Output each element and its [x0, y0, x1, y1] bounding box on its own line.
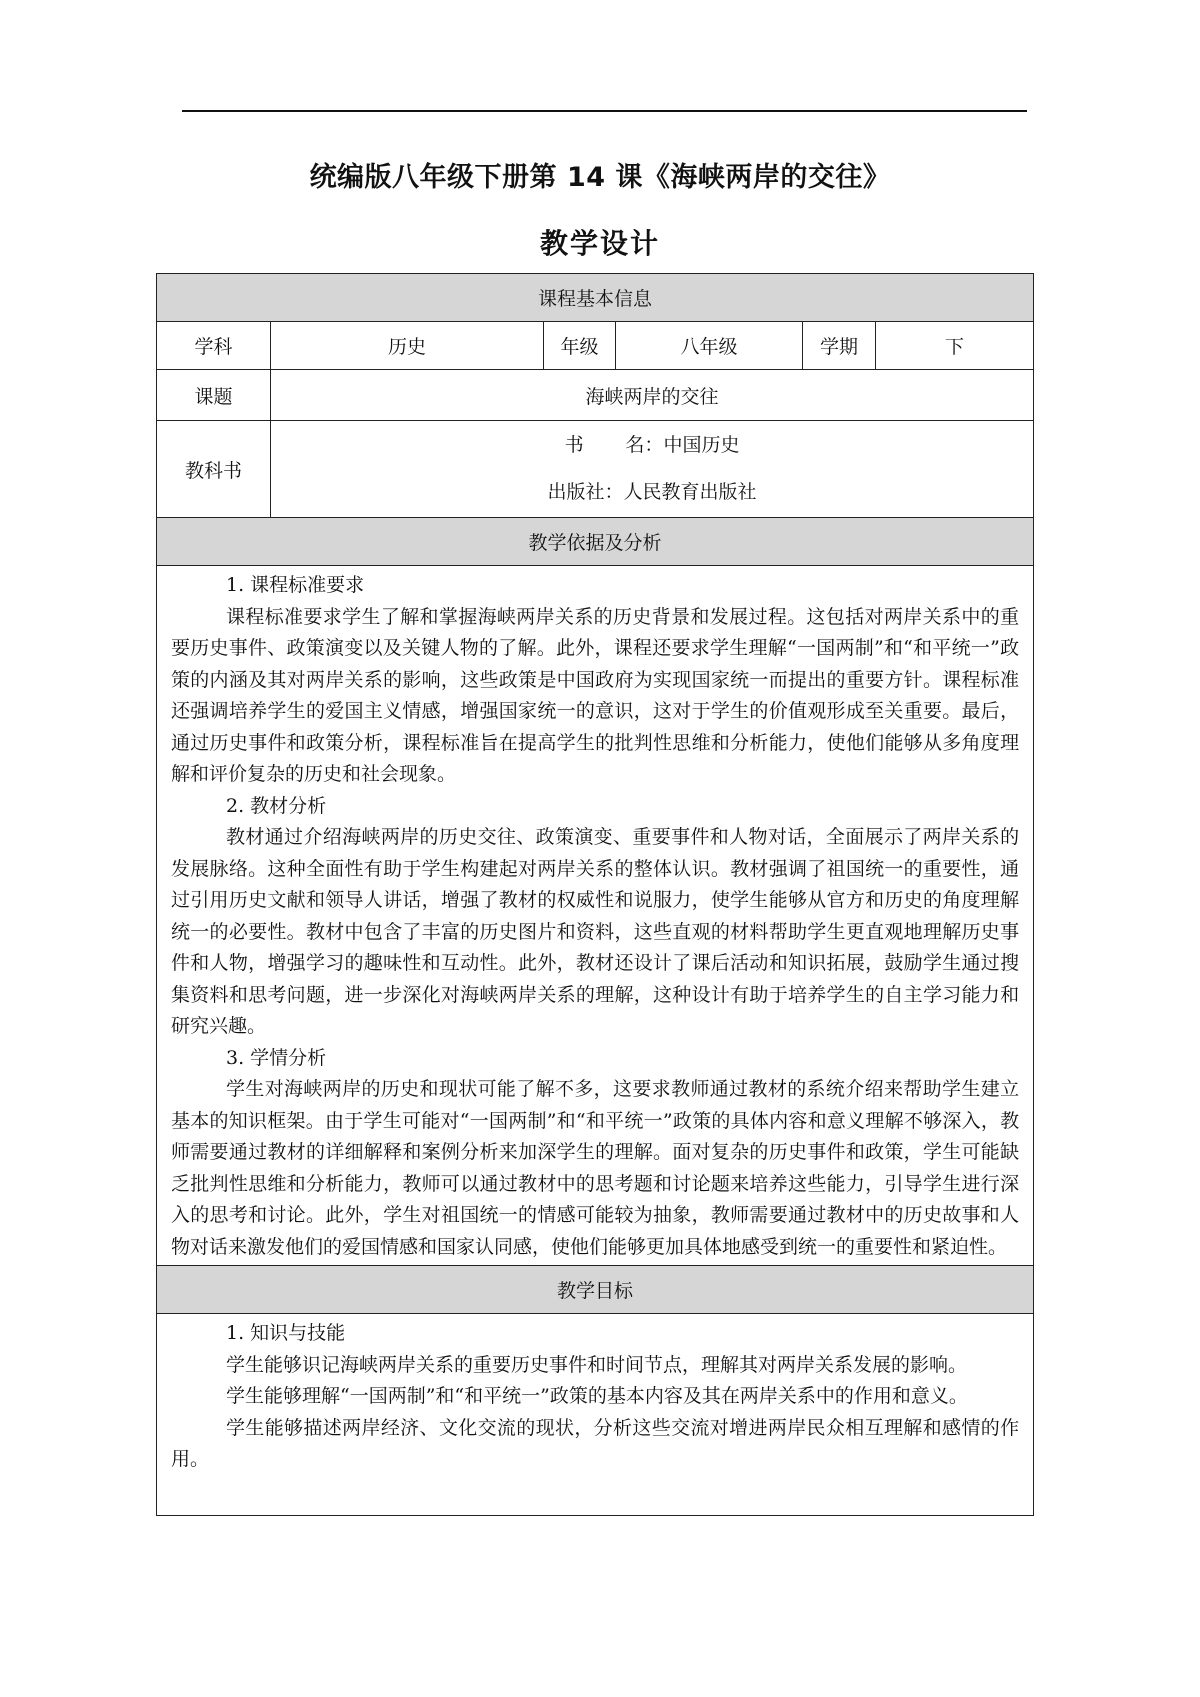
- topic-value: 海峡两岸的交往: [271, 370, 1034, 421]
- section-title: 课程基本信息: [157, 274, 1034, 322]
- goal-paragraph: 学生能够描述两岸经济、文化交流的现状，分析这些交流对增进两岸民众相互理解和感情的作用。: [171, 1416, 1020, 1470]
- topic-row: [157, 370, 1034, 421]
- subject-label: 学科: [157, 322, 271, 370]
- goal-heading: 1. 知识与技能: [226, 1322, 346, 1344]
- grade-label: 年级: [544, 322, 616, 370]
- goals-row: [157, 1314, 1034, 1516]
- term-value: 下: [876, 322, 1034, 370]
- item-paragraph: 学生对海峡两岸的历史和现状可能了解不多，这要求教师通过教材的系统介绍来帮助学生建立基本的知识框架。由于学生可能对“一国两制”和“和平统一”政策的具体内容和意义理解不够深入，教师需要通过教材的详细解释和案例分析来加深学生的理解。面对复杂的历史事件和政策，学生可能缺乏批判性思维和分析能力，教师可以通过教材中的思考题和讨论题来培养这些能力，引导学生进行深入的思考和讨论。此外，学生对祖国统一的情感可能较为抽象，教师需要通过教材中的历史故事和人物对话来激发他们的爱国情感和国家认同感，使他们能够更加具体地感受到统一的重要性和紧迫性。: [171, 1078, 1020, 1258]
- item-paragraph: 教材通过介绍海峡两岸的历史交往、政策演变、重要事件和人物对话，全面展示了两岸关系的发展脉络。这种全面性有助于学生构建起对两岸关系的整体认识。教材强调了祖国统一的重要性，通过引用历史文献和领导人讲话，增强了教材的权威性和说服力，使学生能够从官方和历史的角度理解统一的必要性。教材中包含了丰富的历史图片和资料，这些直观的材料帮助学生更直观地理解历史事件和人物，增强学习的趣味性和互动性。此外，教材还设计了课后活动和知识拓展，鼓励学生通过搜集资料和思考问题，进一步深化对海峡两岸关系的理解，这种设计有助于培养学生的自主学习能力和研究兴趣。: [171, 826, 1020, 1037]
- section-header-analysis: [157, 518, 1034, 566]
- textbook-row: [157, 421, 1034, 518]
- book-name-label-suffix: 名：: [625, 434, 664, 456]
- document-subtitle: 教学设计: [539, 227, 660, 260]
- section-title: 教学依据及分析: [157, 518, 1034, 566]
- book-name-value: 中国历史: [663, 434, 740, 456]
- book-name-line: [271, 422, 1033, 469]
- header-rule: [182, 110, 1027, 112]
- section-title: 教学目标: [157, 1266, 1034, 1314]
- analysis-row: [157, 566, 1034, 1266]
- goal-paragraph: 学生能够理解“一国两制”和“和平统一”政策的基本内容及其在两岸关系中的作用和意义。: [226, 1385, 968, 1407]
- publisher-value: 人民教育出版社: [623, 481, 757, 503]
- item-heading: 3. 学情分析: [226, 1046, 327, 1069]
- document-title: 统编版八年级下册第 14 课《海峡两岸的交往》: [309, 162, 891, 193]
- textbook-label: 教科书: [157, 421, 271, 518]
- textbook-info: [271, 421, 1034, 518]
- book-name-label: 书: [564, 434, 584, 456]
- item-heading: 2. 教材分析: [226, 794, 327, 817]
- topic-label: 课题: [157, 370, 271, 421]
- goals-content: [157, 1314, 1034, 1516]
- section-header-goals: [157, 1266, 1034, 1314]
- publisher-line: [271, 469, 1033, 516]
- analysis-content: [157, 566, 1034, 1266]
- publisher-label: 出版社：: [547, 481, 624, 503]
- subject-value: 历史: [271, 322, 544, 370]
- lesson-design-table: [156, 273, 1034, 1516]
- item-heading: 1. 课程标准要求: [226, 574, 365, 596]
- info-row: [157, 322, 1034, 370]
- grade-value: 八年级: [616, 322, 803, 370]
- goal-paragraph: 学生能够识记海峡两岸关系的重要历史事件和时间节点，理解其对两岸关系发展的影响。: [226, 1353, 968, 1376]
- item-paragraph: 课程标准要求学生了解和掌握海峡两岸关系的历史背景和发展过程。这包括对两岸关系中的重要历史事件、政策演变以及关键人物的了解。此外，课程还要求学生理解“一国两制”和“和平统一”政策的内涵及其对两岸关系的影响，这些政策是中国政府为实现国家统一而提出的重要方针。课程标准还强调培养学生的爱国主义情感，增强国家统一的意识，这对于学生的价值观形成至关重要。最后，通过历史事件和政策分析，课程标准旨在提高学生的批判性思维和分析能力，使他们能够从多角度理解和评价复杂的历史和社会现象。: [171, 605, 1020, 785]
- term-label: 学期: [803, 322, 876, 370]
- section-header-basic-info: [157, 274, 1034, 322]
